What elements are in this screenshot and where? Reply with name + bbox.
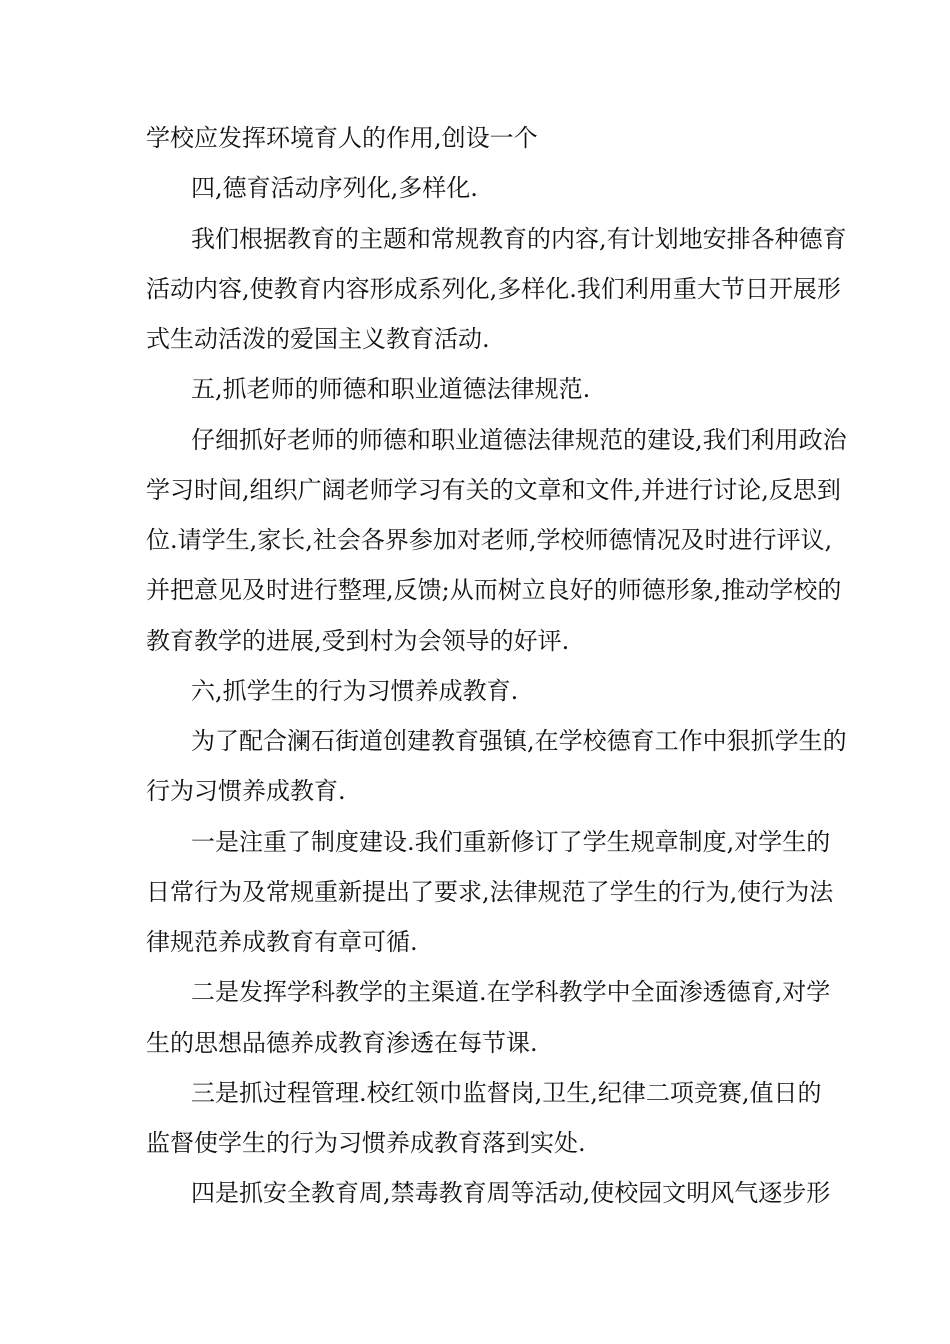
document-body <box>146 124 847 1232</box>
text-line: 三是抓过程管理.校红领巾监督岗,卫生,纪律二项竞赛,值日的 <box>191 1078 822 1107</box>
text-line: 教育教学的进展,受到村为会领导的好评. <box>146 626 570 655</box>
text-line: 监督使学生的行为习惯养成教育落到实处. <box>146 1129 586 1157</box>
text-line: 五,抓老师的师德和职业道德法律规范. <box>191 375 591 404</box>
text-line: 行为习惯养成教育. <box>146 777 346 806</box>
text-line: 为了配合澜石街道创建教育强镇,在学校德育工作中狠抓学生的 <box>191 727 847 755</box>
text-line: 生的思想品德养成教育渗透在每节课. <box>146 1028 538 1057</box>
text-line: 日常行为及常规重新提出了要求,法律规范了学生的行为,使行为法 <box>146 877 834 906</box>
text-line: 律规范养成教育有章可循. <box>146 928 418 956</box>
text-line: 学习时间,组织广阔老师学习有关的文章和文件,并进行讨论,反思到 <box>146 475 841 504</box>
text-line: 学校应发挥环境育人的作用,创设一个 <box>146 124 538 152</box>
text-line: 活动内容,使教育内容形成系列化,多样化.我们利用重大节日开展形 <box>146 274 841 303</box>
text-line: 一是注重了制度建设.我们重新修订了学生规章制度,对学生的 <box>191 827 831 856</box>
text-line: 并把意见及时进行整理,反馈;从而树立良好的师德形象,推动学校的 <box>146 576 842 605</box>
text-line: 四,德育活动序列化,多样化. <box>191 174 478 203</box>
text-line: 仔细抓好老师的师德和职业道德法律规范的建设,我们利用政治 <box>191 425 847 454</box>
text-line: 位.请学生,家长,社会各界参加对老师,学校师德情况及时进行评议, <box>146 526 833 554</box>
text-line: 式生动活泼的爱国主义教育活动. <box>146 325 490 353</box>
text-line: 四是抓安全教育周,禁毒教育周等活动,使校园文明风气逐步形 <box>191 1179 831 1208</box>
text-line: 我们根据教育的主题和常规教育的内容,有计划地安排各种德育 <box>191 224 847 253</box>
text-line: 二是发挥学科教学的主渠道.在学科教学中全面渗透德育,对学 <box>191 978 831 1007</box>
text-line: 六,抓学生的行为习惯养成教育. <box>191 676 519 705</box>
